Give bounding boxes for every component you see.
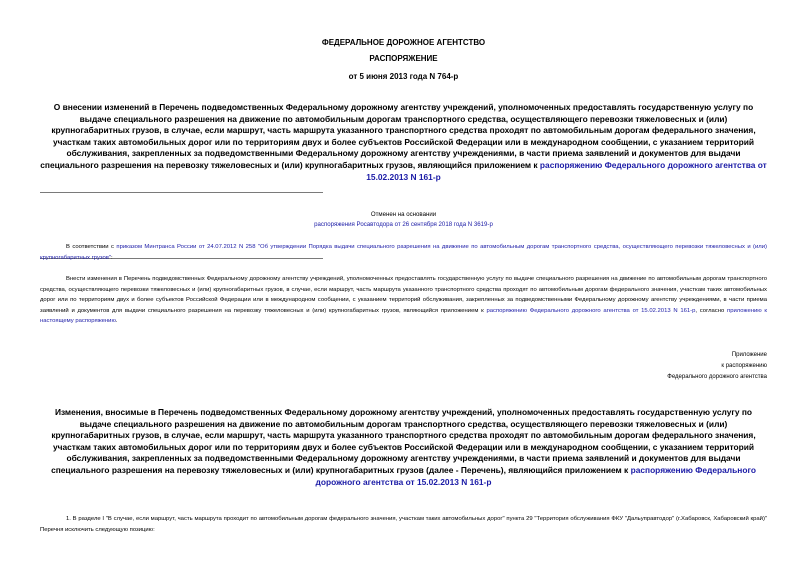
paragraph-instruction-post: . [115,318,118,325]
appendix-header [667,350,767,383]
cancellation-note [0,210,807,230]
document-title [40,102,767,183]
document-type: РАСПОРЯЖЕНИЕ [369,54,438,63]
order-161-link[interactable]: распоряжению Федерального дорожного агентства от 15.02.2013 N 161-р [486,307,696,314]
title-link-order-161[interactable]: распоряжению Федерального дорожного агентства от 15.02.2013 N 161-р [366,159,767,182]
paragraph-basis [40,242,767,263]
paragraph-instruction [40,274,767,327]
paragraph-instruction-mid: , согласно [695,307,728,314]
appendix-line-1: Приложение [731,352,767,358]
paragraph-basis-post: : [111,254,113,261]
appendix-title-link-order-161[interactable]: распоряжению Федерального дорожного агентства от 15.02.2013 N 161-р [315,464,756,487]
order-258-link[interactable]: приказом Минтранса России от 24.07.2012 N 258 "Об утверждении Порядка выдачи специального разрешения на движение по автомобильным дорогам транспортного средства, осуществляющего перевозки тяжеловесных и (или) крупногабаритных грузов" [40,244,767,261]
paragraph-item-1: 1. В разделе I "В случае, если маршрут, часть маршрута проходит по автомобильным дорогам федерального значения, участкам таких автомобильных дорог" пункта 29 "Территория обслуживания ФКУ "Дальуправтодор" (г.Хабаровск, Хабаровский край)" Перечня исключить следующую позицию: [40,516,767,533]
divider-top [40,192,323,193]
paragraph-instruction-pre: Внести изменения в Перечень подведомственных Федеральному дорожному агентству учреждений, уполномоченных предоставлять государственную услугу по выдаче специального разрешения на движение по автомобильным дорогам транспортного средства, осуществляющего перевозки тяжеловесных и (или) крупногабаритных грузов, в случае, если маршрут, часть маршрута указанного транспортного средства проходят по автомобильным дорогам федерального значения, участкам таких автомобильных дорог или по территориям двух и более субъектов Российской Федерации или в международном сообщении, с указанием территорий обслуживания, закрепленных за подведомственными Федеральному дорожному агентству учреждениями, в части приема заявлений и документов для выдачи специального разрешения на перевозку тяжеловесных и (или) крупногабаритных грузов, являющийся приложением к [40,276,767,314]
appendix-line-3: Федерального дорожного агентства [667,374,767,380]
document-title-text: О внесении изменений в Перечень подведомственных Федеральному дорожному агентству учреждений, уполномоченных предоставлять государственную услугу по выдаче специального разрешения на движение по автомобильным дорогам транспортного средства, осуществляющего перевозки тяжеловесных и (или) крупногабаритных грузов, в случае, если маршрут, часть маршрута указанного транспортного средства проходят по автомобильным дорогам федерального значения, участкам таких автомобильных дорог или по территориям двух и более субъектов Российской Федерации или в международном сообщении, с указанием территорий обслуживания, закрепленных за подведомственными Федеральному дорожному агентству учреждениями, в части приема заявлений и документов для выдачи специального разрешения на перевозку тяжеловесных и (или) крупногабаритных грузов, являющийся приложением к [40,102,756,170]
cancellation-link[interactable]: распоряжения Росавтодора от 26 сентября 2018 года N 3619-р [314,221,493,228]
cancellation-label: Отменен на основании [370,211,437,218]
paragraph-basis-pre: В соответствии с [66,244,117,250]
agency-name: ФЕДЕРАЛЬНОЕ ДОРОЖНОЕ АГЕНТСТВО [321,38,486,47]
appendix-title-text: Изменения, вносимые в Перечень подведомственных Федеральному дорожному агентству учреждений, уполномоченных предоставлять государственную услугу по выдаче специального разрешения на движение по автомобильным дорогам транспортного средства, осуществляющего перевозки тяжеловесных и (или) крупногабаритных грузов, в случае, если маршрут, часть маршрута указанного транспортного средства проходят по автомобильным дорогам федерального значения, участкам таких автомобильных дорог или по территориям двух и более субъектов Российской Федерации или в международном сообщении, с указанием территорий обслуживания, закрепленных за подведомственными Федеральному дорожному агентству учреждениями, в части приема заявлений и документов для выдачи специального разрешения на перевозку тяжеловесных и (или) крупногабаритных грузов (далее - Перечень), являющийся приложением к [51,407,756,475]
appendix-line-2: к распоряжению [721,363,767,369]
appendix-title [40,407,767,488]
appendix-link[interactable]: приложению к настоящему распоряжению [40,307,767,325]
document-date: от 5 июня 2013 года N 764-р [348,72,459,81]
